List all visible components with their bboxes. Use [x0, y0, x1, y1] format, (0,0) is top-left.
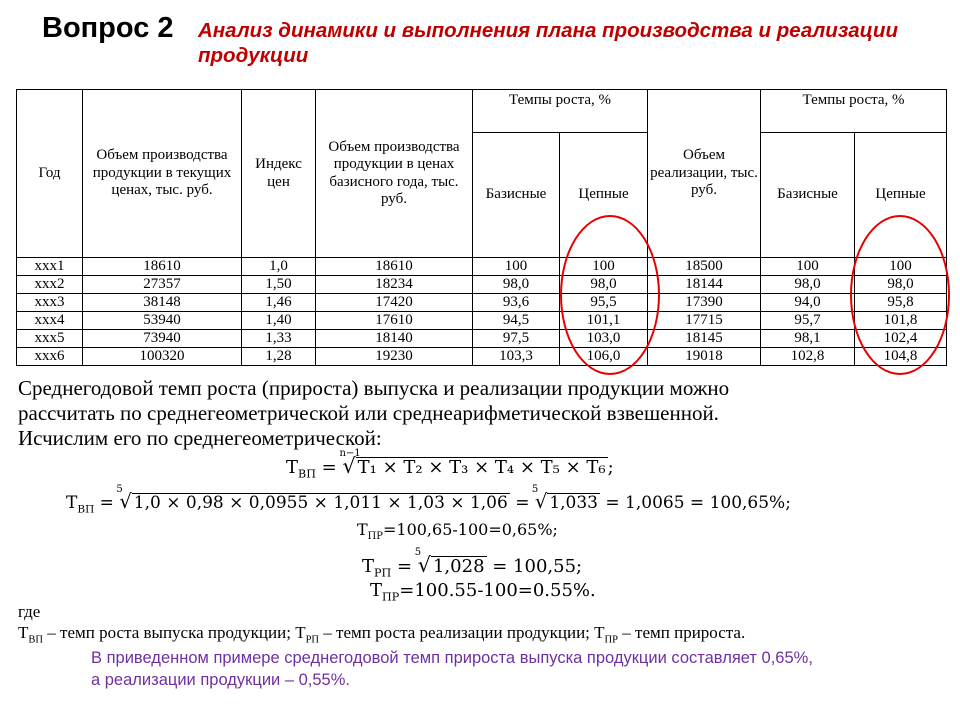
legend-desc: – темп роста выпуска продукции;: [43, 623, 296, 642]
header-base-production: Базисные: [473, 133, 560, 258]
cell-base-s: 100: [761, 258, 855, 276]
header-price-index: Индекс цен: [242, 90, 316, 258]
cell-year: ххх3: [17, 294, 83, 312]
root-index: 5: [414, 547, 422, 558]
conclusion-line-2: а реализации продукции – 0,55%.: [91, 671, 350, 689]
formula-rhs: =100,65-100=0,65%;: [382, 520, 558, 539]
formula-tail: ;: [785, 493, 791, 513]
formula-tail: ;: [607, 457, 614, 478]
cell-index: 1,46: [242, 294, 316, 312]
cell-chain-p: 100: [560, 258, 648, 276]
cell-vol-cur: 38148: [83, 294, 242, 312]
cell-vol-base: 19230: [316, 348, 473, 366]
formula-eq: =: [315, 457, 343, 478]
cell-index: 1,50: [242, 276, 316, 294]
cell-chain-s: 100: [855, 258, 947, 276]
cell-base-s: 98,0: [761, 276, 855, 294]
formula-symbol: Т: [66, 493, 78, 513]
legend-where: где: [18, 602, 41, 621]
cell-vol-base: 18140: [316, 330, 473, 348]
formula-eq: =: [509, 493, 535, 513]
formula-subscript: РП: [374, 566, 392, 580]
cell-base-p: 98,0: [473, 276, 560, 294]
cell-vol-base: 18610: [316, 258, 473, 276]
highlight-circle-production-chain: [560, 215, 660, 375]
header-base-sales: Базисные: [761, 133, 855, 258]
formula-numeric: [66, 484, 791, 516]
legend-subscript: РП: [305, 634, 320, 646]
formula-eq: =: [94, 493, 120, 513]
formula-symbol: Т: [362, 556, 375, 577]
radicand: T₁ × T₂ × T₃ × T₄ × T₅ × T₆: [357, 457, 606, 478]
radical-sign: 5 √: [531, 484, 548, 513]
production-table: [16, 89, 947, 366]
header-growth-rates-sales: Темпы роста, %: [761, 90, 947, 133]
legend-symbol: Т: [295, 623, 306, 642]
conclusion: [91, 647, 813, 691]
legend-subscript: ПР: [604, 634, 619, 646]
legend-subscript: ВП: [28, 634, 44, 646]
cell-index: 1,40: [242, 312, 316, 330]
header-volume-base: Объем производства продукции в ценах базисного года, тыс. руб.: [316, 90, 473, 258]
body-text: [18, 376, 729, 451]
cell-year: ххх4: [17, 312, 83, 330]
cell-base-p: 97,5: [473, 330, 560, 348]
root-index: 5: [531, 484, 539, 495]
body-line-1: Среднегодовой темп роста (прироста) выпуска и реализации продукции можно: [18, 376, 730, 400]
cell-sales: 18500: [648, 258, 761, 276]
cell-sales: 18144: [648, 276, 761, 294]
table-row: [17, 312, 947, 330]
cell-vol-base: 18234: [316, 276, 473, 294]
cell-base-p: 103,3: [473, 348, 560, 366]
cell-base-p: 94,5: [473, 312, 560, 330]
legend-desc: – темп роста реализации продукции;: [319, 623, 595, 642]
radical-sign: n−1 √: [339, 448, 361, 478]
formula-rhs: =100.55-100=0.55%.: [399, 580, 596, 601]
cell-chain-s: 102,4: [855, 330, 947, 348]
formula-subscript: ВП: [298, 467, 316, 481]
root-index: 5: [116, 484, 123, 495]
table-row: [17, 294, 947, 312]
radical-sign: 5 √: [414, 547, 431, 577]
legend-symbol: Т: [594, 623, 605, 642]
formula-subscript: ВП: [77, 503, 95, 516]
cell-index: 1,33: [242, 330, 316, 348]
formula-general: [286, 448, 614, 481]
radicand: 1,028: [432, 556, 485, 577]
cell-chain-p: 101,1: [560, 312, 648, 330]
body-line-2: рассчитать по среднегеометрической или среднеарифметической взвешенной.: [18, 401, 719, 425]
cell-chain-p: 98,0: [560, 276, 648, 294]
cell-base-s: 94,0: [761, 294, 855, 312]
cell-vol-cur: 18610: [83, 258, 242, 276]
table-row: [17, 258, 947, 276]
cell-base-p: 100: [473, 258, 560, 276]
cell-year: ххх5: [17, 330, 83, 348]
cell-base-p: 93,6: [473, 294, 560, 312]
cell-chain-p: 106,0: [560, 348, 648, 366]
cell-vol-base: 17610: [316, 312, 473, 330]
table-row: [17, 348, 947, 366]
cell-chain-s: 95,8: [855, 294, 947, 312]
formula-symbol: Т: [357, 520, 368, 539]
conclusion-line-1: В приведенном примере среднегодовой темп прироста выпуска продукции составляет 0,65%,: [91, 649, 813, 667]
cell-chain-p: 95,5: [560, 294, 648, 312]
header-chain-sales: Цепные: [855, 133, 947, 258]
cell-sales: 17715: [648, 312, 761, 330]
formula-eq: =: [391, 556, 418, 577]
cell-year: ххх6: [17, 348, 83, 366]
cell-chain-s: 101,8: [855, 312, 947, 330]
formula-growth-production: [357, 520, 558, 542]
cell-year: ххх2: [17, 276, 83, 294]
slide-title: Анализ динамики и выполнения плана производства и реализации продукции: [198, 19, 898, 67]
cell-vol-cur: 73940: [83, 330, 242, 348]
cell-vol-base: 17420: [316, 294, 473, 312]
cell-base-s: 98,1: [761, 330, 855, 348]
formula-result: = 100,55;: [486, 556, 583, 577]
cell-vol-cur: 53940: [83, 312, 242, 330]
cell-sales: 19018: [648, 348, 761, 366]
radical-sign: 5 √: [116, 484, 132, 513]
cell-vol-cur: 27357: [83, 276, 242, 294]
cell-base-s: 102,8: [761, 348, 855, 366]
radicand: 1,033: [549, 493, 598, 513]
cell-chain-p: 103,0: [560, 330, 648, 348]
header-chain-production: Цепные: [560, 133, 648, 258]
formula-symbol: Т: [286, 457, 299, 478]
cell-index: 1,28: [242, 348, 316, 366]
root-index: n−1: [339, 448, 361, 459]
header-volume-current: Объем производства продукции в текущих ценах, тыс. руб.: [83, 90, 242, 258]
formula-symbol: Т: [370, 580, 383, 601]
radicand: 1,0 × 0,98 × 0,0955 × 1,011 × 1,03 × 1,06: [133, 493, 508, 513]
header-sales-volume: Объем реализации, тыс. руб.: [648, 90, 761, 258]
cell-sales: 18145: [648, 330, 761, 348]
table-row: [17, 276, 947, 294]
formula-subscript: ПР: [367, 531, 383, 543]
formula-subscript: ПР: [382, 590, 400, 604]
header-year: Год: [17, 90, 83, 258]
legend-symbol: Т: [18, 623, 29, 642]
cell-chain-s: 98,0: [855, 276, 947, 294]
cell-index: 1,0: [242, 258, 316, 276]
highlight-circle-sales-chain: [850, 215, 950, 375]
formula-sales: [362, 547, 583, 580]
cell-year: ххх1: [17, 258, 83, 276]
cell-base-s: 95,7: [761, 312, 855, 330]
body-line-3: Исчислим его по среднегеометрической:: [18, 426, 382, 450]
table-row: [17, 330, 947, 348]
legend-desc: – темп прироста.: [618, 623, 746, 642]
legend: [18, 601, 745, 650]
question-label: Вопрос 2: [42, 12, 174, 44]
formula-result: = 1,0065 = 100,65%: [599, 493, 786, 513]
header-growth-rates-production: Темпы роста, %: [473, 90, 648, 133]
cell-vol-cur: 100320: [83, 348, 242, 366]
cell-sales: 17390: [648, 294, 761, 312]
cell-chain-s: 104,8: [855, 348, 947, 366]
